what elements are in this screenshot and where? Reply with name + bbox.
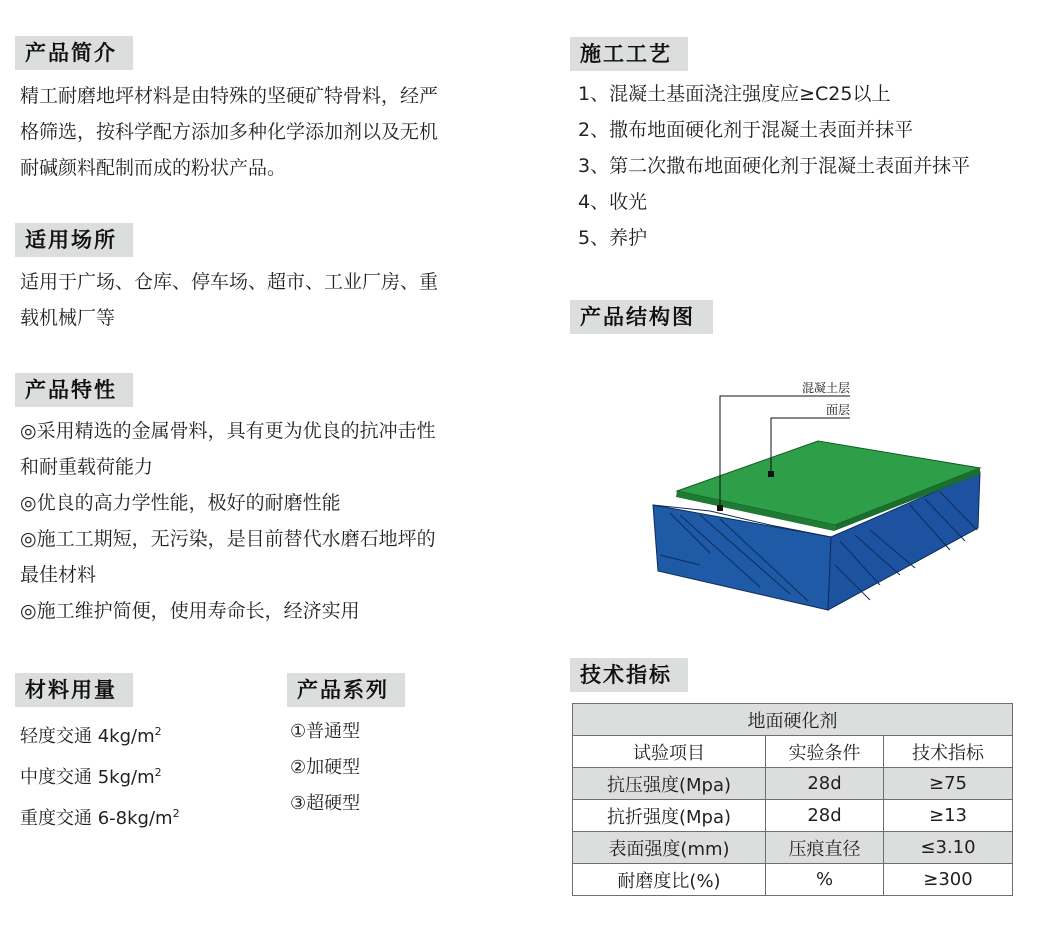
intro-text <box>20 78 438 186</box>
process-step: 5、养护 <box>578 227 648 249</box>
usage-heading: 适用场所 <box>15 223 133 257</box>
table-cell: 抗压强度(Mpa) <box>573 768 766 800</box>
surface-label: 面层 <box>825 403 850 417</box>
table-row <box>573 800 1013 832</box>
table-cell: % <box>766 864 884 896</box>
table-cell: 表面强度(mm) <box>573 832 766 864</box>
dosage-item: 轻度交通 $4kg/m^2$ <box>20 725 162 747</box>
series-heading: 产品系列 <box>287 673 405 707</box>
usage-line: 适用于广场、仓库、停车场、超市、工业厂房、重 <box>20 271 439 293</box>
series-item: ②加硬型 <box>290 757 361 778</box>
features-heading: 产品特性 <box>15 373 133 407</box>
process-heading: 施工工艺 <box>570 37 688 71</box>
intro-line: 耐碱颜料配制而成的粉状产品。 <box>20 157 287 179</box>
process-steps <box>578 76 970 256</box>
usage-text <box>20 264 438 336</box>
series-list <box>290 714 360 822</box>
table-cell: ≥75 <box>884 768 1013 800</box>
table-cell: 28d <box>766 800 884 832</box>
table-header-row <box>573 736 1013 768</box>
dosage-item: 重度交通 $6-8kg/m^2$ <box>20 807 180 829</box>
table-row <box>573 864 1013 896</box>
table-row <box>573 832 1013 864</box>
table-cell: 压痕直径 <box>766 832 884 864</box>
header-cell: 技术指标 <box>884 736 1013 768</box>
intro-heading: 产品简介 <box>15 36 133 70</box>
features-line: ◎采用精选的金属骨料，具有更为优良的抗冲击性 <box>20 420 436 442</box>
tech-table <box>572 703 1013 896</box>
table-cell: 28d <box>766 768 884 800</box>
table-cell: ≥13 <box>884 800 1013 832</box>
features-line: 最佳材料 <box>20 564 97 586</box>
features-text <box>20 413 436 629</box>
table-title: 地面硬化剂 <box>573 704 1013 736</box>
features-line: ◎施工维护简便，使用寿命长，经济实用 <box>20 600 360 622</box>
intro-line: 格筛选，按科学配方添加多种化学添加剂以及无机 <box>20 121 439 143</box>
table-title-row <box>573 704 1013 736</box>
process-step: 3、第二次撒布地面硬化剂于混凝土表面并抹平 <box>578 155 971 177</box>
table-cell: ≥300 <box>884 864 1013 896</box>
dosage-item: 中度交通 $5kg/m^2$ <box>20 766 162 788</box>
intro-line: 精工耐磨地坪材料是由特殊的坚硬矿特骨料，经严 <box>20 85 439 107</box>
features-line: ◎施工工期短，无污染，是目前替代水磨石地坪的 <box>20 528 436 550</box>
structure-diagram <box>640 365 1020 615</box>
features-line: ◎优良的高力学性能，极好的耐磨性能 <box>20 492 341 514</box>
table-cell: 耐磨度比(%) <box>573 864 766 896</box>
table-cell: ≤3.10 <box>884 832 1013 864</box>
header-cell: 试验项目 <box>573 736 766 768</box>
features-line: 和耐重载荷能力 <box>20 456 154 478</box>
dosage-list <box>20 714 180 837</box>
process-step: 2、撒布地面硬化剂于混凝土表面并抹平 <box>578 119 914 141</box>
table-cell: 抗折强度(Mpa) <box>573 800 766 832</box>
process-step: 4、收光 <box>578 191 648 213</box>
tech-heading: 技术指标 <box>570 658 688 692</box>
series-item: ③超硬型 <box>290 793 361 814</box>
series-item: ①普通型 <box>290 721 361 742</box>
structure-heading: 产品结构图 <box>570 300 713 334</box>
header-cell: 实验条件 <box>766 736 884 768</box>
dosage-heading: 材料用量 <box>15 673 133 707</box>
table-row <box>573 768 1013 800</box>
concrete-label: 混凝土层 <box>801 381 850 395</box>
process-step: 1、混凝土基面浇注强度应≥C25以上 <box>578 83 891 105</box>
usage-line: 载机械厂等 <box>20 307 116 329</box>
